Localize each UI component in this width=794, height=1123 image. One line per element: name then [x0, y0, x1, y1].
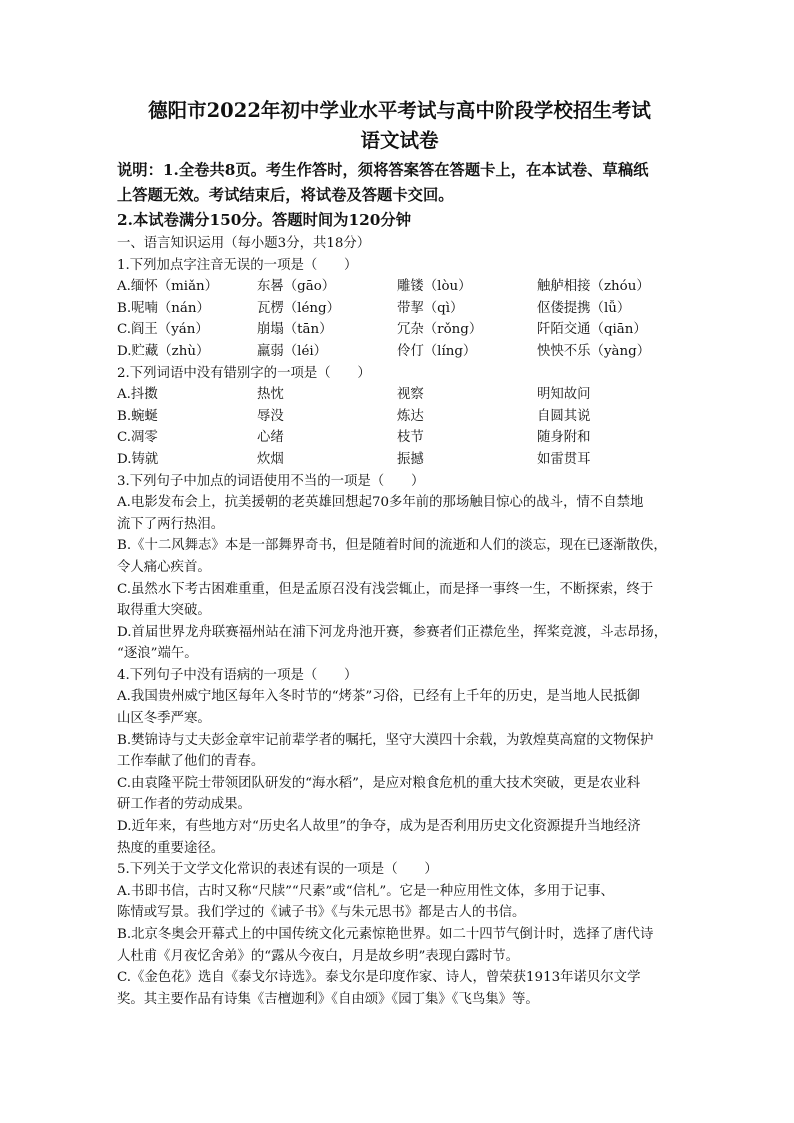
option-cell: 东晷（gāo） — [257, 279, 336, 295]
question-5-line: 陈情或写景。我们学过的《诫子书》《与朱元思书》都是古人的书信。 — [117, 905, 526, 921]
option-row — [117, 384, 682, 406]
option-row — [117, 298, 682, 320]
question-3-line: 取得重大突破。 — [117, 603, 211, 619]
question-2-stem: 2.下列词语中没有错别字的一项是（ ） — [117, 365, 371, 381]
question-3-line: C.虽然水下考古困难重重，但是孟原召没有浅尝辄止，而是择一事终一生，不断探索，终于 — [117, 581, 654, 597]
option-cell: C.凋零 — [117, 430, 158, 446]
option-row — [117, 427, 682, 449]
exam-page — [117, 96, 682, 1010]
option-cell: 热忱 — [257, 387, 284, 403]
option-cell: 冗杂（rǒng） — [397, 322, 483, 338]
question-4-stem: 4.下列句子中没有语病的一项是（ ） — [117, 667, 358, 683]
question-4-line: 研工作者的劳动成果。 — [117, 797, 251, 813]
option-cell: 炊烟 — [257, 451, 284, 467]
option-cell: 枝节 — [397, 430, 424, 446]
option-cell: 振撼 — [397, 451, 424, 467]
question-5-line: B.北京冬奥会开幕式上的中国传统文化元素惊艳世界。如二十四节气倒计时，选择了唐代诗 — [117, 927, 654, 942]
option-cell: D.铸就 — [117, 451, 159, 467]
question-5-line: 人杜甫《月夜忆舍弟》的“露从今夜白，月是故乡明”表现白露时节。 — [117, 948, 520, 964]
exam-title: 德阳市2022年初中学业水平考试与高中阶段学校招生考试 — [148, 99, 651, 122]
question-4-line: 山区冬季严寒。 — [117, 711, 211, 727]
option-cell: 自圆其说 — [537, 408, 591, 424]
option-cell: 伛偻提携（lǚ） — [537, 300, 631, 316]
instructions-line-2: 上答题无效。考试结束后，将试卷及答题卡交回。 — [117, 186, 454, 204]
exam-subtitle: 语文试卷 — [360, 129, 439, 152]
question-3-line: “逐浪”端午。 — [117, 646, 198, 662]
option-cell: 心绪 — [257, 430, 284, 446]
option-cell: 触舻相接（zhóu） — [537, 279, 650, 295]
option-cell: 羸弱（léi） — [257, 343, 328, 359]
question-5-line: C.《金色花》选自《泰戈尔诗选》。泰戈尔是印度作家、诗人，曾荣获1913年诺贝尔文学 — [117, 970, 641, 986]
option-cell: 明知故问 — [537, 387, 591, 403]
option-cell: 带挈（qì） — [397, 300, 464, 316]
question-3-stem: 3.下列句子中加点的词语使用不当的一项是（ ） — [117, 473, 425, 489]
option-cell: A.抖擞 — [117, 387, 158, 403]
question-1-stem: 1.下列加点字注音无误的一项是（ ） — [117, 257, 358, 273]
option-row — [117, 406, 682, 428]
option-row — [117, 276, 682, 298]
option-cell: 伶仃（líng） — [397, 343, 477, 359]
section-heading: 一、语言知识运用（每小题3分，共18分） — [117, 236, 371, 251]
option-cell: 视察 — [397, 387, 424, 403]
instructions-line-1: 说明：1.全卷共8页。考生作答时，须将答案答在答题卡上，在本试卷、草稿纸 — [117, 161, 649, 179]
question-4-line: C.由袁隆平院士带领团队研发的“海水稻”，是应对粮食危机的重大技术突破，更是农业科 — [117, 775, 641, 791]
option-cell: 随身附和 — [537, 430, 591, 446]
option-cell: D.贮藏（zhù） — [117, 343, 210, 359]
question-3-line: D.首届世界龙舟联赛福州站在浦下河龙舟池开赛，参赛者们正襟危坐，挥桨竞渡，斗志昂扬， — [117, 624, 668, 640]
instructions-line-3: 2.本试卷满分150分。答题时间为120分钟 — [117, 211, 411, 229]
question-3-line: A.电影发布会上，抗美援朝的老英雄回想起70多年前的那场触目惊心的战斗，情不自禁地 — [117, 495, 644, 511]
option-row — [117, 449, 682, 471]
question-5-line: A.书即书信，古时又称“尺牍”“尺素”或“信札”。它是一种应用性文体，多用于记事、 — [117, 883, 614, 899]
question-3-line: 令人痛心疾首。 — [117, 559, 211, 575]
option-cell: 辱没 — [257, 408, 284, 424]
option-row — [117, 341, 682, 363]
question-4-line: A.我国贵州威宁地区每年入冬时节的“烤茶”习俗，已经有上千年的历史，是当地人民抵御 — [117, 689, 641, 705]
question-3-line: B.《十二风舞志》本是一部舞界奇书，但是随着时间的流逝和人们的淡忘，现在已逐渐散佚， — [117, 538, 667, 554]
option-cell: 如雷贯耳 — [537, 451, 591, 467]
question-3-line: 流下了两行热泪。 — [117, 516, 225, 532]
option-cell: B.呢喃（nán） — [117, 300, 210, 316]
question-4-line: 工作奉献了他们的青春。 — [117, 754, 265, 770]
option-cell: 瓦楞（léng） — [257, 300, 340, 316]
option-cell: A.缅怀（miǎn） — [117, 279, 219, 295]
question-5-line: 奖。其主要作品有诗集《吉檀迦利》《自由颂》《园丁集》《飞鸟集》等。 — [117, 991, 539, 1007]
option-cell: 崩塌（tān） — [257, 322, 333, 338]
option-cell: 怏怏不乐（yàng） — [537, 343, 651, 359]
option-cell: 阡陌交通（qiān） — [537, 322, 647, 338]
question-4-line: D.近年来，有些地方对“历史名人故里”的争夺，成为是否利用历史文化资源提升当地经济 — [117, 819, 641, 835]
option-cell: 炼达 — [397, 408, 424, 424]
option-cell: 雕镂（lòu） — [397, 279, 472, 295]
question-4-line: 热度的重要途径。 — [117, 840, 225, 856]
option-row — [117, 319, 682, 341]
question-5-stem: 5.下列关于文学文化常识的表述有误的一项是（ ） — [117, 862, 438, 878]
question-4-line: B.樊锦诗与丈夫彭金章牢记前辈学者的嘱托，坚守大漠四十余载，为敦煌莫高窟的文物保护 — [117, 732, 654, 748]
option-cell: B.蜿蜒 — [117, 408, 158, 424]
option-cell: C.阎王（yán） — [117, 322, 209, 338]
